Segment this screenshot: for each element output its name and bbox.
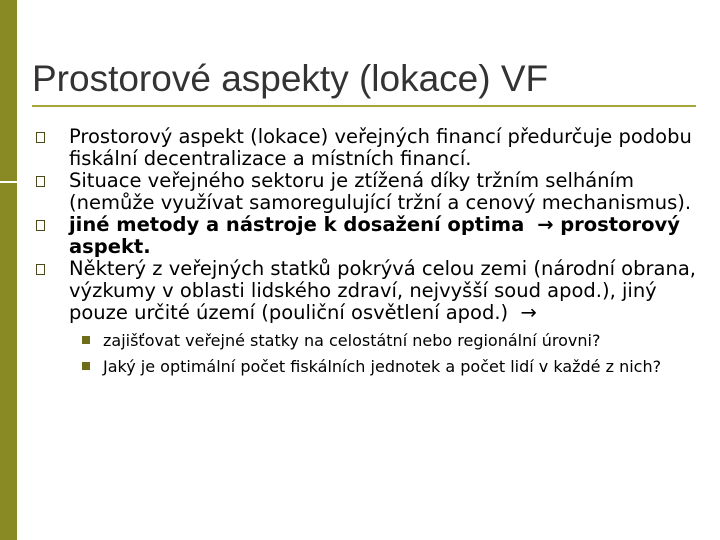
list-item bbox=[36, 258, 696, 324]
sub-bullet-text: zajišťovat veřejné statky na celostátní nebo regionální úrovni? bbox=[103, 331, 601, 350]
bullet-text: Prostorový aspekt (lokace) veřejných financí předurčuje podobu fiskální decentralizace a místních financí. bbox=[69, 125, 692, 170]
list-item bbox=[36, 170, 696, 214]
list-item bbox=[36, 214, 696, 258]
filled-square-bullet-icon bbox=[82, 336, 90, 344]
bullet-text: jiné metody a nástroje k dosažení optima bbox=[69, 213, 525, 236]
filled-square-bullet-icon bbox=[82, 362, 90, 370]
sub-bullet-text: Jaký je optimální počet fiskálních jednotek a počet lidí v každé z nich? bbox=[103, 357, 662, 376]
accent-bar-divider bbox=[0, 181, 17, 183]
list-item bbox=[36, 126, 696, 170]
square-bullet-icon bbox=[36, 176, 45, 187]
sub-list-item bbox=[82, 358, 696, 375]
bullet-text: Některý z veřejných statků pokrývá celou zemi (národní obrana, výzkumy v oblasti lidského zdraví, nejvyšší soud apod.), jiný pouze určité území (pouliční osvětlení apod.) bbox=[69, 257, 696, 324]
left-accent-bar bbox=[0, 0, 17, 540]
slide-body bbox=[36, 126, 696, 375]
square-bullet-icon bbox=[36, 264, 45, 275]
title-underline bbox=[32, 105, 696, 107]
bullet-text-continued: prostorový aspekt. bbox=[69, 213, 680, 258]
bullet-text: Situace veřejného sektoru je ztížená díky tržním selháním (nemůže využívat samoregulující tržní a cenový mechanismus). bbox=[69, 169, 692, 214]
square-bullet-icon bbox=[36, 132, 45, 143]
sub-bullet-list bbox=[36, 332, 696, 375]
arrow-right-icon: → bbox=[537, 213, 554, 236]
arrow-right-icon: → bbox=[520, 301, 537, 324]
sub-list-item bbox=[82, 332, 696, 349]
slide-title: Prostorové aspekty (lokace) VF bbox=[32, 58, 549, 99]
square-bullet-icon bbox=[36, 220, 45, 231]
